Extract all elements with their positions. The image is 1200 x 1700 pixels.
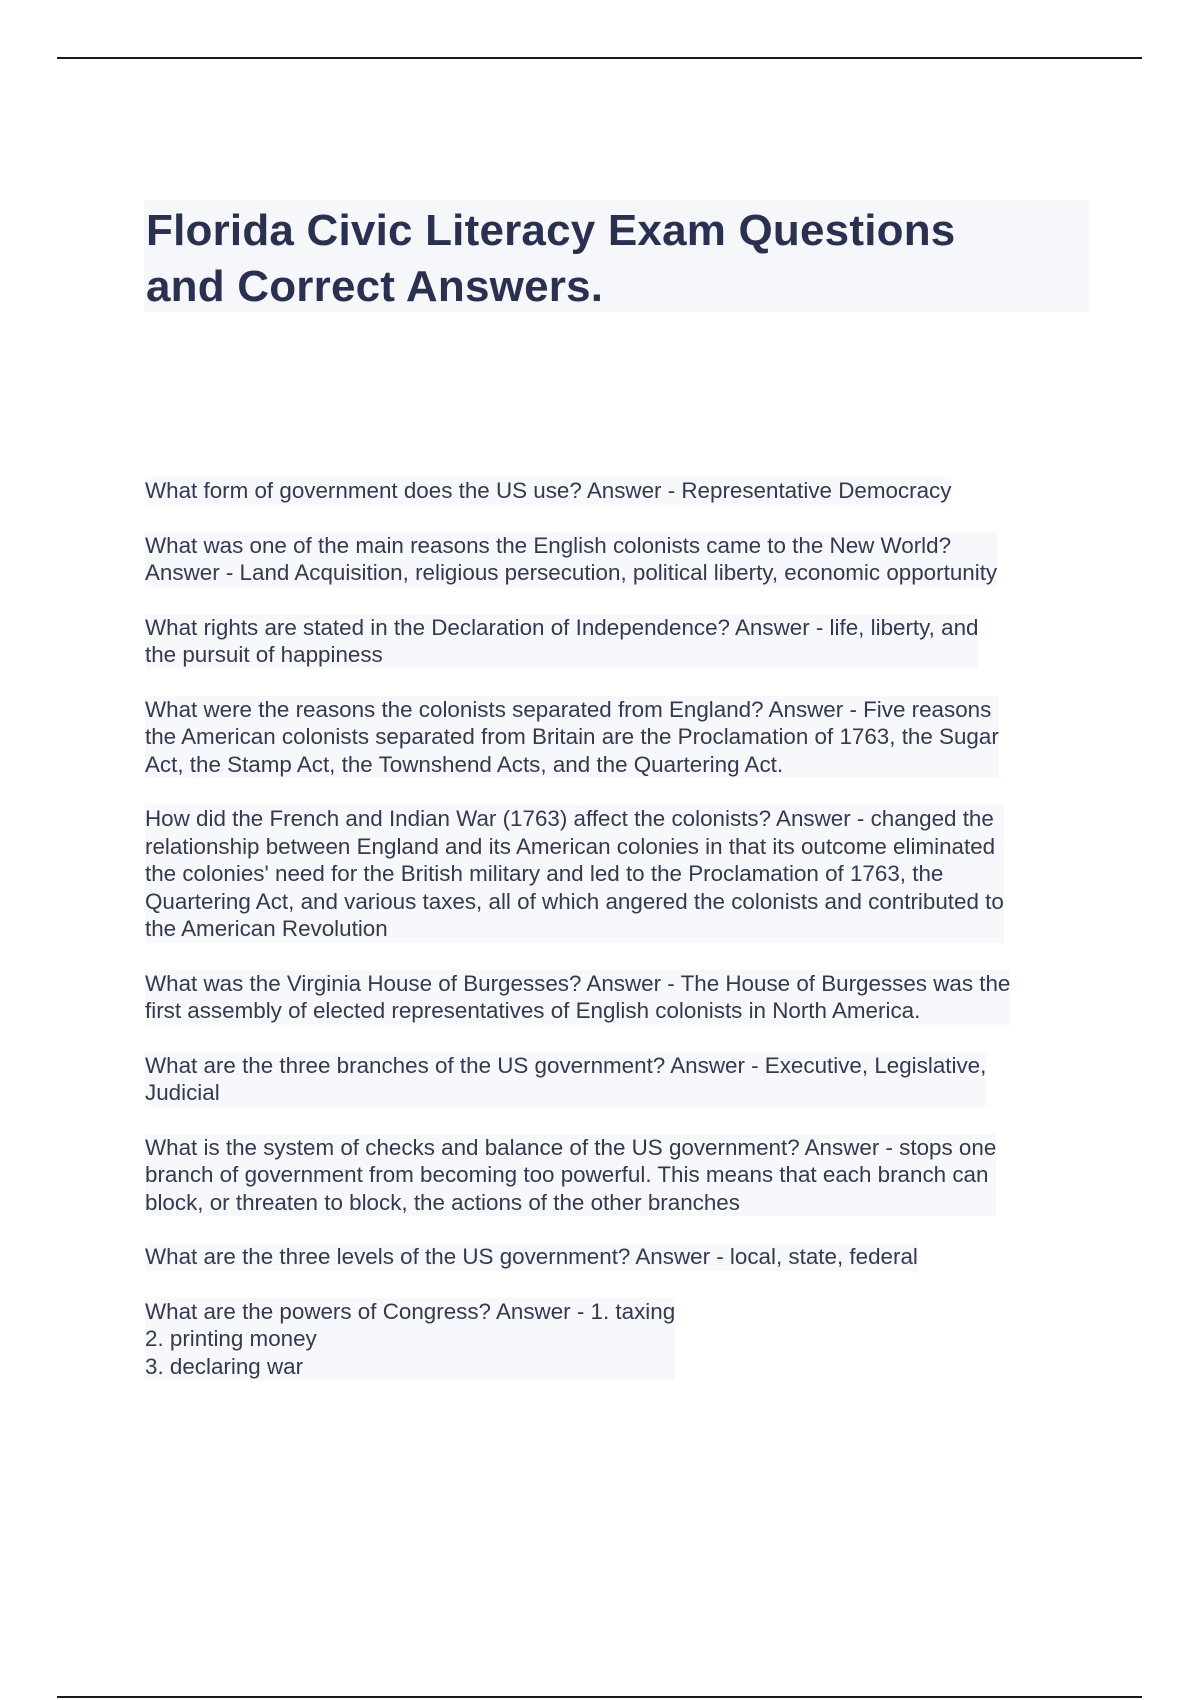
bottom-rule: [57, 1696, 1142, 1698]
qa-item: What rights are stated in the Declaration of Independence? Answer - life, liberty, and the pursuit of happiness: [145, 614, 979, 667]
qa-item: What are the powers of Congress? Answer - 1. taxing 2. printing money 3. declaring war: [145, 1298, 676, 1379]
qa-item: What is the system of checks and balance of the US government? Answer - stops one branch of government from becoming too powerful. This means that each branch can block, or threaten to block, the actions of the other branches: [145, 1134, 997, 1215]
title-line-1: Florida Civic Literacy Exam Questions: [146, 206, 956, 255]
top-rule: [57, 57, 1142, 59]
qa-list: [145, 477, 1090, 1407]
title-block: [144, 200, 1089, 312]
qa-item: What was one of the main reasons the English colonists came to the New World? Answer - Land Acquisition, religious persecution, political liberty, economic opportunity: [145, 532, 998, 585]
qa-item: What are the three levels of the US government? Answer - local, state, federal: [145, 1244, 918, 1269]
qa-item: How did the French and Indian War (1763) affect the colonists? Answer - changed the relationship between England and its American colonies in that its outcome eliminated the colonies' need for the British military and led to the Proclamation of 1763, the Quartering Act, and various taxes, all of which angered the colonists and contributed to the American Revolution: [145, 806, 1004, 941]
qa-item: What were the reasons the colonists separated from England? Answer - Five reasons the American colonists separated from Britain are the Proclamation of 1763, the Sugar Act, the Stamp Act, the Townshend Acts, and the Quartering Act.: [145, 696, 999, 777]
qa-item: What form of government does the US use? Answer - Representative Democracy: [145, 478, 952, 503]
title-line-2: and Correct Answers.: [146, 262, 604, 311]
qa-item: What was the Virginia House of Burgesses? Answer - The House of Burgesses was the first assembly of elected representatives of English colonists in North America.: [145, 970, 1011, 1023]
qa-item: What are the three branches of the US government? Answer - Executive, Legislative, Judicial: [145, 1052, 987, 1105]
document-title: [146, 203, 955, 315]
